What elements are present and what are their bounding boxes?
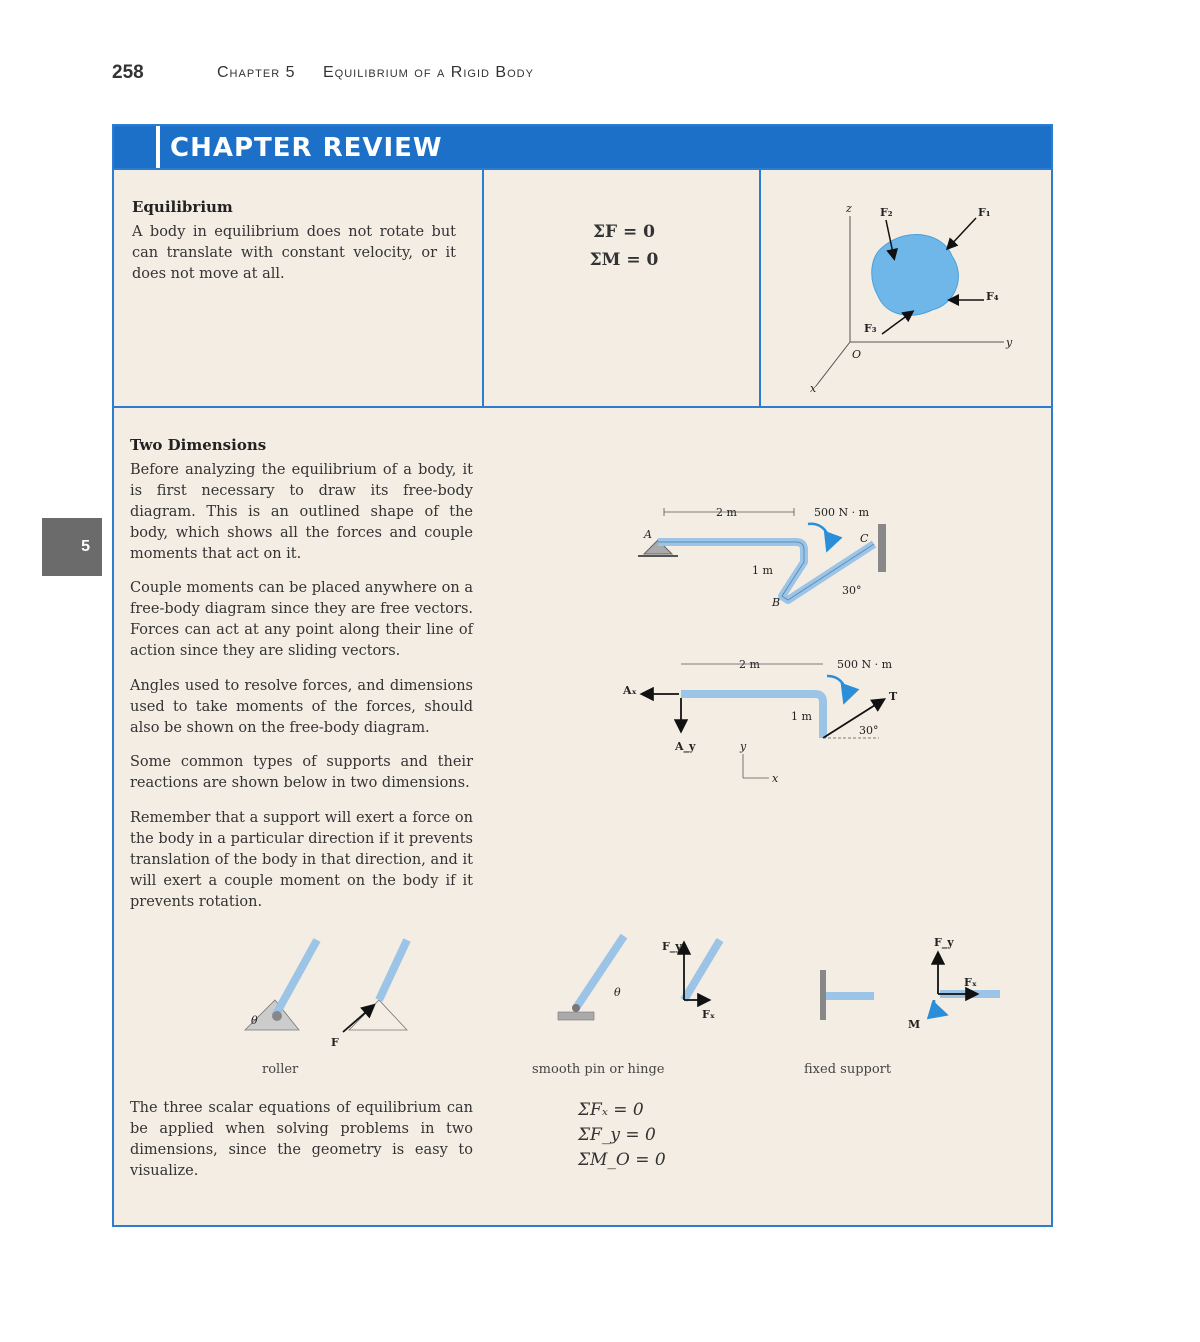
review-header-bar	[114, 126, 1051, 168]
wall-c	[878, 524, 886, 572]
z-label: z	[846, 202, 852, 215]
dim-1m-label: 1 m	[752, 564, 773, 577]
dim-2m-label: 2 m	[716, 506, 737, 519]
ay-label: A_y	[675, 740, 696, 753]
point-a-label: A	[644, 528, 652, 541]
equilibrium-heading: Equilibrium	[132, 198, 233, 216]
pin-support-figure	[544, 926, 744, 1056]
two-dim-paragraph-5: Remember that a support will exert a force on the body in a particular direction if it prevents translation of the body in that direction, and it will exert a couple moment on the body if it prevents rotation.	[130, 810, 473, 910]
f1-label: F₁	[978, 206, 991, 219]
roller-force-label: F	[331, 1036, 339, 1049]
chapter-title: Equilibrium of a Rigid Body	[322, 64, 534, 81]
two-dim-paragraph-4: Some common types of supports and their reactions are shown below in two dimensions.	[130, 754, 473, 791]
fbd-moment-label: 500 N · m	[837, 658, 893, 671]
roller-fbd-member	[379, 940, 407, 1000]
x-axis	[816, 342, 850, 386]
fixed-m-label: M	[908, 1018, 921, 1031]
f4-label: F₄	[986, 290, 999, 303]
point-b-label: B	[772, 596, 781, 609]
origin-label: O	[852, 348, 862, 361]
fixed-fy-label: F_y	[934, 936, 954, 949]
pin-caption: smooth pin or hinge	[532, 1062, 665, 1077]
ax-label: Aₓ	[623, 684, 637, 697]
col-divider-1	[482, 168, 484, 408]
coord-y-label: y	[740, 740, 747, 753]
header-notch	[156, 126, 160, 168]
x-label: x	[810, 382, 817, 395]
chapter-label: Chapter 5	[217, 64, 296, 81]
chapter-side-tab: 5	[42, 518, 102, 576]
fbd-dim-2m-label: 2 m	[739, 658, 760, 671]
fixed-fx-label: Fₓ	[964, 976, 978, 989]
force-f1-arrow	[948, 218, 976, 248]
f2-label: F₂	[880, 206, 893, 219]
beam-structure-figure	[634, 502, 914, 612]
equation-sum-fy: ΣF_y = 0	[578, 1125, 656, 1145]
pin-base	[558, 1012, 594, 1020]
roller-theta: θ	[251, 1014, 258, 1027]
rigid-body-blob	[872, 235, 959, 316]
two-dim-paragraph-3: Angles used to resolve forces, and dimensions used to take moments of the forces, should also be shown on the free-body diagram.	[130, 678, 473, 736]
force-f3-arrow	[882, 312, 912, 334]
equation-sum-mo: ΣM_O = 0	[578, 1150, 666, 1170]
roller-member	[275, 940, 317, 1016]
fbd-angle-label: 30°	[859, 724, 879, 737]
chapter-review-box	[112, 124, 1053, 1227]
pin-joint	[572, 1004, 580, 1012]
page-number: 258	[112, 62, 144, 83]
pin-fx-label: Fₓ	[702, 1008, 716, 1021]
coord-x-label: x	[772, 772, 779, 785]
two-dim-paragraph-1: Before analyzing the equilibrium of a body, it is first necessary to draw its free-body diagram. This is an outlined shape of the body, which shows all the forces and couple moments that act on it.	[130, 462, 473, 562]
fixed-moment-arrow	[934, 1000, 944, 1014]
two-dimensions-heading: Two Dimensions	[130, 436, 267, 454]
f3-label: F₃	[864, 322, 877, 335]
equation-sum-moments: ΣM = 0	[589, 250, 659, 270]
roller-caption: roller	[262, 1062, 299, 1077]
row-divider-top	[114, 168, 1051, 170]
running-head	[217, 64, 534, 82]
tension-label: T	[889, 690, 898, 703]
col-divider-2	[759, 168, 761, 408]
row-divider-middle	[114, 406, 1051, 408]
equilibrium-text: A body in equilibrium does not rotate but can translate with constant velocity, or it does not move at all.	[132, 224, 456, 282]
moment-label: 500 N · m	[814, 506, 870, 519]
two-dim-paragraph-6: The three scalar equations of equilibrium can be applied when solving problems in two dimensions, since the geometry is easy to visualize.	[130, 1100, 473, 1179]
review-title: CHAPTER REVIEW	[170, 133, 443, 163]
equation-sum-fx: ΣFₓ = 0	[578, 1100, 644, 1120]
y-label: y	[1006, 336, 1013, 349]
pin-fbd-member	[684, 940, 720, 1000]
roller-wheel	[272, 1011, 282, 1021]
roller-force-arrow	[343, 1006, 373, 1032]
fbd-moment-arrow	[827, 676, 846, 700]
angle-30-label: 30°	[842, 584, 862, 597]
roller-fbd-triangle	[349, 1000, 407, 1030]
fixed-wall	[820, 970, 826, 1020]
roller-support-figure	[239, 926, 429, 1056]
free-body-diagram-figure	[609, 654, 929, 804]
moment-arrow	[808, 524, 829, 548]
pin-fy-label: F_y	[662, 940, 682, 953]
fixed-support-figure	[814, 926, 1014, 1056]
point-c-label: C	[860, 532, 869, 545]
rigid-body-3d-figure	[794, 196, 1034, 396]
equation-sum-forces: ΣF = 0	[593, 222, 655, 242]
two-dim-paragraph-2: Couple moments can be placed anywhere on a free-body diagram since they are free vectors. Forces can act at any point along their line of action since they are sliding vectors.	[130, 580, 473, 659]
fixed-caption: fixed support	[804, 1062, 892, 1077]
pin-theta: θ	[614, 986, 621, 999]
fbd-dim-1m-label: 1 m	[791, 710, 812, 723]
